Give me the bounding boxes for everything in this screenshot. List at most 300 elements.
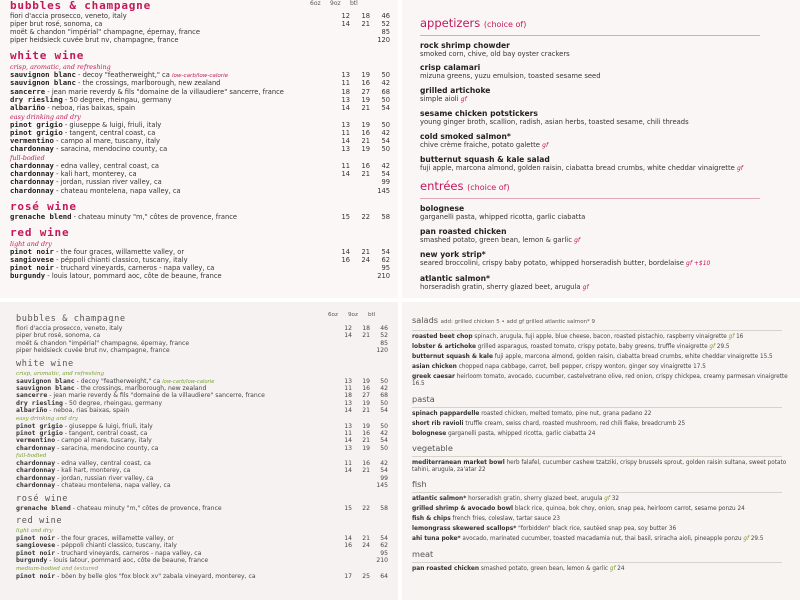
subsection-label: light and dry [10, 239, 52, 248]
wine-name: pinot noir [16, 548, 56, 557]
price-bottle: 42 [380, 429, 388, 437]
dietary-tag: gf [709, 344, 716, 351]
menu-item-name: crisp calamari [420, 63, 481, 73]
dietary-tag: gf [728, 334, 735, 340]
price-header-label: 6oz [328, 312, 338, 318]
price-9oz: 21 [362, 407, 370, 415]
price-9oz: 21 [361, 170, 370, 179]
menu-item-description-line [420, 236, 790, 245]
price-9oz: 21 [361, 247, 370, 256]
menu-item-description: "forbidden" black rice, sautéed snap pea, soy butter [518, 526, 668, 533]
menu-item-description: french fries, coleslaw, tartar sauce [452, 516, 551, 523]
menu-item-name: rock shrimp chowder [420, 41, 510, 50]
wine-row [10, 213, 390, 221]
menu-item [420, 109, 790, 126]
price-bottle: 52 [381, 20, 390, 29]
wine-description: - neboa, rias baixas, spain [47, 407, 130, 415]
wine-row [16, 347, 386, 354]
wine-name: pinot grigio [16, 428, 63, 437]
menu-item [412, 526, 794, 533]
price-bottle: 54 [380, 535, 388, 543]
wine-description: moët & chandon "impérial" champagne, épernay, france [16, 339, 190, 347]
menu-item-description: heirloom tomato, avocado, cucumber, castelvetrano olive, red onion, crispy chickpea, creamy parmesan vinaigrette [456, 374, 788, 381]
price-header-label: 9oz [330, 0, 341, 7]
menu-item [420, 63, 790, 80]
price-9oz: 19 [362, 422, 370, 430]
price-6oz: 11 [344, 460, 352, 468]
wine-description: - jean marie reverdy & fils "domaine de la villaudiere" sancerre, france [45, 87, 284, 96]
dietary-tag: gf [609, 565, 616, 572]
section-title-text: appetizers [420, 16, 481, 30]
wine-name: sangiovese [10, 254, 54, 264]
price-9oz: 16 [361, 162, 370, 171]
wine-note: low-carb/low-calorie [162, 378, 215, 385]
wine-row [10, 96, 390, 104]
dietary-tag: gf [582, 283, 589, 291]
price-6oz: 11 [341, 128, 350, 137]
price-bottle: 50 [381, 120, 390, 129]
menu-item-description: horseradish gratin, sherry glazed beet, arugula [420, 282, 581, 291]
wine-description: fiori d'accia prosecco, veneto, italy [16, 325, 123, 332]
price-6oz: 14 [344, 332, 352, 340]
section-title: rosé wine [16, 493, 68, 504]
wine-row [16, 482, 386, 489]
wine-description: - truchard vineyards, carneros - napa valley, ca [55, 549, 202, 557]
menu-item-description: roasted chicken, melted tomato, pine nut, grana padano [481, 410, 643, 417]
wine-row [16, 423, 386, 430]
wine-list-alt [16, 310, 386, 580]
menu-item [420, 250, 790, 268]
menu-item-name: atlantic salmon* [420, 273, 491, 283]
wine-name: chardonnay [10, 177, 54, 187]
section-title: bubbles & champagne [16, 314, 126, 324]
price-6oz: 15 [341, 212, 350, 221]
wine-description: - edna valley, central coast, ca [55, 460, 151, 468]
wine-row [10, 187, 390, 195]
section-title-text: fish [412, 479, 427, 490]
wine-row [16, 467, 386, 474]
wine-list-panel-bottom [0, 302, 398, 600]
wine-name: sancerre [10, 86, 46, 96]
menu-item [420, 155, 790, 173]
price-bottle: 120 [376, 347, 388, 355]
menu-item-name: lobster & artichoke [412, 344, 476, 351]
wine-name: albariño [16, 406, 48, 415]
menu-item [420, 132, 790, 150]
price-9oz: 24 [361, 255, 370, 264]
price-6oz: 18 [341, 87, 350, 96]
price-9oz: 19 [361, 71, 370, 80]
section-title: red wine [10, 225, 70, 239]
wine-name: burgundy [10, 270, 46, 280]
price-9oz: 21 [361, 137, 370, 146]
menu-item-description: garganelli pasta, whipped ricotta, garlic ciabatta [448, 430, 587, 437]
menu-item-description: smoked corn, chive, old bay oyster crackers [420, 50, 570, 58]
price-9oz: 22 [362, 504, 370, 512]
price-bottle: 64 [380, 572, 388, 580]
price-bottle: 210 [376, 557, 388, 565]
menu-item-name: cold smoked salmon* [420, 131, 511, 141]
price-6oz: 16 [341, 255, 350, 264]
dietary-tag: gf [574, 236, 581, 244]
price-bottle: 46 [380, 325, 388, 332]
price-bottle: 54 [381, 247, 390, 256]
menu-item-description-line [420, 213, 790, 221]
section-title: red wine [16, 516, 63, 527]
wine-description: - 50 degree, rheingau, germany [62, 95, 172, 104]
price-bottle: 50 [380, 399, 388, 407]
menu-item-name: fish & chips [412, 516, 451, 523]
price-bottle: 210 [377, 271, 390, 280]
wine-row [16, 573, 386, 580]
menu-item-description: young ginger broth, scallion, radish, asian herbs, toasted sesame, chili threads [420, 118, 689, 127]
price-9oz: 19 [361, 145, 370, 154]
price-header-label: 9oz [348, 312, 358, 318]
price-9oz: 19 [362, 444, 370, 452]
wine-row [10, 145, 390, 153]
main-menu-panel [402, 302, 800, 600]
wine-name: pinot noir [16, 534, 56, 543]
wine-description: - chateau montelena, napa valley, ca [55, 482, 171, 490]
menu-item-name: bolognese [420, 204, 465, 214]
section-title: bubbles & champagne [10, 0, 152, 12]
menu-item-description-line [420, 283, 790, 292]
wine-note: low-carb/low-calorie [171, 73, 229, 80]
price-6oz: 14 [344, 535, 352, 543]
price-6oz: 13 [344, 377, 352, 385]
wine-row [10, 178, 390, 186]
menu-item-price: 24 [588, 430, 596, 437]
dietary-tag: gf [604, 496, 610, 503]
wine-row [16, 542, 386, 549]
wine-row [10, 248, 390, 256]
price-9oz: 16 [362, 429, 370, 437]
menu-item-description-line [420, 95, 790, 104]
wine-description: - truchard vineyards, carneros - napa valley, ca [53, 263, 215, 272]
subsection-label: full-bodied [16, 453, 47, 460]
wine-description: - campo al mare, tuscany, italy [53, 137, 160, 146]
wine-name: pinot noir [16, 571, 56, 580]
price-bottle: 50 [380, 422, 388, 430]
wine-description: - péppoli chianti classico, tuscany, italy [53, 255, 188, 264]
menu-item-description: spinach, arugula, fuji apple, blue cheese, bacon, roasted pistachio, raspberry vinaigrette [474, 334, 727, 340]
menu-item-price: 22 [644, 410, 652, 417]
menu-item [412, 506, 794, 513]
wine-description: - the crossings, marlborough, new zealand [75, 79, 221, 88]
menu-item-price: 15.5 [759, 354, 773, 361]
menu-item-description: chopped napa cabbage, carrot, bell pepper, crispy wonton, ginger soy vinaigrette [458, 364, 692, 371]
wine-description: - saracina, mendocino county, ca [53, 145, 168, 154]
menu-item-name: pan roasted chicken [412, 565, 480, 572]
menu-item-description: seared broccolini, crispy baby potato, whipped horseradish butter, bordelaise [420, 259, 684, 268]
menu-item-description-line [420, 141, 790, 150]
price-bottle: 95 [381, 263, 390, 272]
wine-description: - kali hart, monterey, ca [55, 467, 131, 475]
wine-row [10, 272, 390, 280]
menu-item-price: 24 [737, 506, 745, 513]
wine-row [10, 79, 390, 87]
wine-name: chardonnay [10, 161, 54, 171]
wine-name: sauvignon blanc [16, 376, 75, 385]
menu-item [412, 496, 794, 503]
price-bottle: 54 [380, 407, 388, 415]
price-9oz: 19 [362, 377, 370, 385]
menu-item [412, 536, 794, 543]
price-bottle: 145 [376, 482, 388, 490]
menu-section-title [412, 479, 794, 489]
wine-name: albariño [10, 102, 46, 112]
price-bottle: 62 [380, 542, 388, 550]
price-header-label: 6oz [310, 0, 321, 7]
wine-name: pinot grigio [10, 127, 63, 137]
choice-of-label: (choice of) [467, 183, 510, 193]
menu-item-name: asian chicken [412, 364, 457, 371]
wine-row [16, 437, 386, 444]
wine-name: pinot noir [10, 262, 54, 272]
price-bottle: 50 [380, 444, 388, 452]
wine-name: chardonnay [10, 169, 54, 179]
menu-item-price: 16.5 [412, 381, 425, 388]
wine-name: sauvignon blanc [10, 70, 76, 80]
price-6oz: 12 [341, 12, 350, 20]
menu-item [420, 204, 790, 221]
menu-item [420, 274, 790, 292]
price-9oz: 19 [362, 399, 370, 407]
menu-item [412, 516, 794, 523]
price-6oz: 13 [341, 71, 350, 80]
wine-description: - edna valley, central coast, ca [53, 162, 160, 171]
wine-description: - louis latour, pommard aoc, côte de beaune, france [45, 271, 222, 280]
menu-item-description: avocado, marinated cucumber, toasted macadamia nut, thai basil, sriracha aioli, pineapple ponzu [462, 536, 742, 543]
price-6oz: 11 [344, 384, 352, 392]
menu-item-description-line [420, 72, 790, 80]
wine-row [10, 264, 390, 272]
menu-item-name: grilled shrimp & avocado bowl [412, 506, 514, 513]
price-9oz: 16 [361, 128, 370, 137]
menu-item-description: chive crème fraiche, potato galette [420, 140, 540, 149]
price-6oz: 14 [341, 103, 350, 112]
menu-item-price: 36 [668, 526, 677, 533]
wine-row [10, 137, 390, 145]
wine-name: pinot grigio [10, 119, 63, 129]
price-9oz: 21 [362, 535, 370, 543]
dietary-tag: gf [743, 536, 749, 543]
price-header-label: btl [368, 312, 376, 318]
add-on-note: add: grilled chicken 5 • add gf grilled atlantic salmon* 9 [440, 319, 596, 325]
price-9oz: 21 [362, 332, 370, 340]
section-title-text: entrées [420, 179, 464, 194]
menu-item-description: fuji apple, marcona almond, golden raisin, ciabatta bread crumbs, white cheddar vinaigrette [420, 164, 735, 173]
menu-item-name: roasted beet chop [412, 334, 473, 340]
section-title-text: vegetable [412, 442, 453, 453]
prix-fixe-menu [420, 10, 790, 314]
price-bottle: 42 [380, 460, 388, 468]
wine-name: chardonnay [10, 185, 54, 195]
price-6oz: 14 [344, 437, 352, 445]
menu-item-description: garganelli pasta, whipped ricotta, garlic ciabatta [420, 213, 586, 222]
price-bottle: 54 [380, 467, 388, 475]
menu-item-description-line [420, 50, 790, 58]
menu-item-price: 32 [611, 496, 619, 503]
menu-item-description: smashed potato, green bean, lemon & garlic [480, 565, 609, 572]
menu-section-title [412, 443, 794, 453]
wine-name: vermentino [10, 136, 54, 146]
subsection-label: crisp, aromatic, and refreshing [10, 63, 111, 72]
menu-item-price: 23 [552, 516, 561, 523]
price-bottle: 68 [381, 87, 390, 96]
wine-description: - the four graces, willamette valley, or [53, 247, 185, 256]
price-9oz: 27 [361, 87, 370, 96]
wine-name: dry riesling [16, 398, 63, 407]
price-6oz: 18 [344, 392, 352, 400]
wine-row [10, 20, 390, 28]
price-9oz: 21 [361, 20, 370, 29]
price-6oz: 11 [341, 79, 350, 88]
price-bottle: 46 [381, 12, 390, 20]
price-bottle: 145 [377, 186, 390, 195]
wine-description: - decoy "featherweight," ca [75, 71, 170, 80]
wine-name: chardonnay [16, 459, 56, 468]
wine-description: - jean marie reverdy & fils "domaine de la villaudiere" sancerre, france [47, 392, 265, 400]
wine-row [10, 12, 390, 20]
wine-description: - jordan, russian river valley, ca [53, 178, 162, 187]
wine-description: - the four graces, willamette valley, or [55, 535, 174, 543]
section-title: white wine [16, 358, 74, 369]
wine-row [16, 445, 386, 452]
price-bottle: 42 [381, 162, 390, 171]
wine-name: sancerre [16, 391, 48, 400]
price-6oz: 14 [341, 137, 350, 146]
wine-description: - kali hart, monterey, ca [53, 170, 137, 179]
price-bottle: 50 [381, 95, 390, 104]
dietary-tag: gf [542, 141, 549, 149]
price-6oz: 13 [341, 145, 350, 154]
menu-section-title [420, 179, 790, 195]
section-title-text: meat [412, 548, 434, 559]
wine-list [10, 0, 390, 280]
wine-row [10, 256, 390, 264]
wine-description: - giuseppe & luigi, friuli, italy [62, 120, 162, 129]
wine-name: grenache blend [10, 211, 72, 221]
wine-description: piper heidsieck cuvée brut nv, champagne, france [10, 36, 179, 45]
price-6oz: 14 [341, 247, 350, 256]
price-bottle: 62 [381, 255, 390, 264]
wine-row [16, 332, 386, 339]
price-6oz: 11 [341, 162, 350, 171]
price-bottle: 52 [380, 332, 388, 340]
price-bottle: 120 [377, 36, 390, 45]
price-bottle: 54 [381, 103, 390, 112]
menu-item-name: bolognese [412, 430, 447, 437]
wine-description: - louis latour, pommard aoc, côte de beaune, france [47, 557, 209, 565]
menu-item-price: 22 [478, 466, 486, 473]
menu-item-description: horseradish gratin, sherry glazed beet, arugula [468, 496, 603, 503]
section-title: rosé wine [10, 199, 77, 213]
menu-section-title [412, 315, 794, 327]
price-bottle: 50 [380, 377, 388, 385]
wine-description: moët & chandon "impérial" champagne, épernay, france [10, 28, 200, 37]
price-9oz: 18 [362, 325, 370, 332]
wine-row [16, 505, 386, 512]
menu-item-price: 17.5 [693, 364, 706, 371]
price-9oz: 16 [362, 460, 370, 468]
price-9oz: 21 [362, 467, 370, 475]
prix-fixe-menu-panel [402, 0, 800, 298]
subsection-label: easy drinking and dry [10, 112, 81, 121]
price-6oz: 13 [341, 95, 350, 104]
wine-description: - péppoli chianti classico, tuscany, italy [55, 542, 177, 550]
section-rule [412, 330, 782, 331]
wine-row [16, 392, 386, 399]
price-bottle: 42 [380, 384, 388, 392]
menu-item-description: mizuna greens, yuzu emulsion, toasted sesame seed [420, 72, 601, 81]
price-bottle: 95 [380, 549, 388, 557]
section-rule [412, 456, 782, 457]
menu-item [412, 364, 794, 371]
wine-name: chardonnay [16, 466, 56, 475]
wine-name: chardonnay [16, 473, 56, 482]
wine-description: - giuseppe & luigi, friuli, italy [62, 422, 153, 430]
wine-row [10, 28, 390, 36]
price-6oz: 14 [341, 20, 350, 29]
price-9oz: 19 [361, 120, 370, 129]
wine-name: chardonnay [16, 481, 56, 490]
menu-item-name: greek caesar [412, 374, 455, 381]
menu-item-name: sesame chicken potstickers [420, 109, 538, 119]
menu-item-description: herb falafel, cucumber cashew tzatziki, crispy brussels sprout, golden raisin sultana, sweet potato tahini, arugula, za'atar [412, 459, 787, 473]
wine-name: chardonnay [16, 443, 56, 452]
price-6oz: 17 [344, 572, 352, 580]
wine-description: - decoy "featherweight," ca [74, 377, 161, 385]
price-bottle: 85 [381, 28, 390, 37]
subsection-label: light and dry [16, 528, 53, 535]
subsection-label: full-bodied [10, 154, 45, 163]
menu-item [412, 411, 794, 418]
price-bottle: 85 [380, 339, 388, 347]
menu-item-description: smashed potato, green bean, lemon & garlic [420, 235, 572, 244]
menu-item-price: 29.5 [716, 344, 730, 351]
menu-item [412, 354, 794, 361]
price-9oz: 25 [362, 572, 370, 580]
price-6oz: 14 [344, 407, 352, 415]
price-9oz: 22 [361, 212, 370, 221]
menu-item-description: fuji apple, marcona almond, golden raisin, ciabatta bread crumbs, white cheddar vinaigrette [494, 354, 759, 361]
choice-of-label: (choice of) [483, 20, 527, 29]
price-9oz: 16 [362, 384, 370, 392]
menu-item-name: lemongrass skewered scallops* [412, 526, 517, 533]
menu-item-name: pan roasted chicken [420, 226, 507, 236]
price-6oz: 15 [344, 504, 352, 512]
wine-name: pinot grigio [16, 421, 63, 430]
menu-item-name: butternut squash & kale salad [420, 155, 550, 165]
menu-section-title [412, 394, 794, 404]
dietary-tag: gf [460, 95, 467, 103]
price-6oz: 14 [344, 467, 352, 475]
menu-item [412, 334, 794, 341]
price-header-label: btl [350, 0, 358, 7]
menu-item-name: butternut squash & kale [412, 354, 493, 361]
wine-description: - tangent, central coast, ca [62, 429, 148, 437]
menu-item-name: ahi tuna poke* [412, 536, 461, 543]
wine-description: - neboa, rias baixas, spain [45, 103, 136, 112]
wine-name: dry riesling [10, 94, 63, 104]
price-9oz: 21 [362, 437, 370, 445]
price-9oz: 18 [361, 12, 370, 20]
wine-name: chardonnay [10, 144, 54, 154]
section-rule [412, 407, 782, 408]
wine-description: - chateau minuty "m," côtes de provence, france [70, 504, 222, 512]
price-6oz: 12 [344, 325, 352, 332]
